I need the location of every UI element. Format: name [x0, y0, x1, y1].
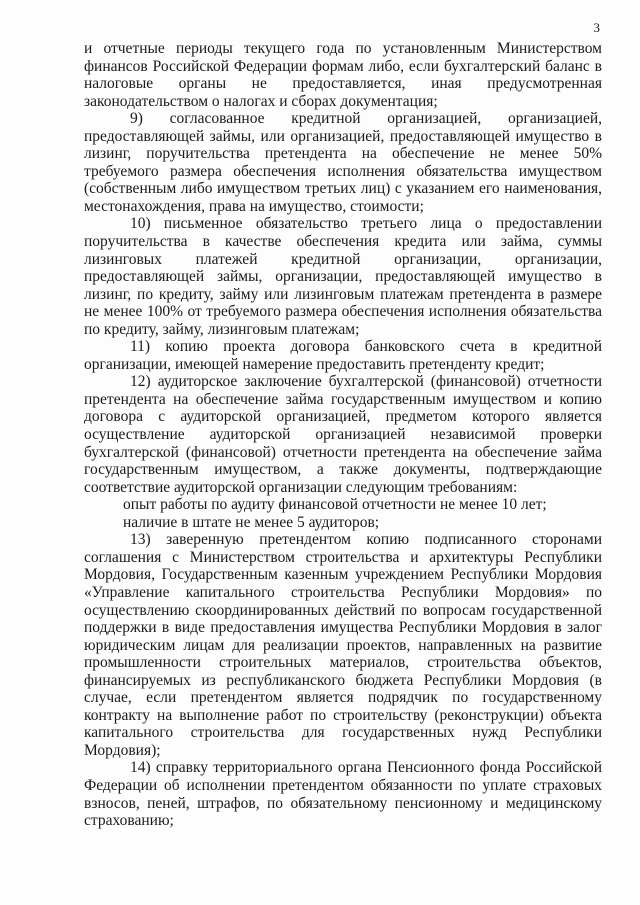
requirement-experience: опыт работы по аудиту финансовой отчетности не менее 10 лет;	[123, 496, 547, 514]
paragraph-item-11: 11) копию проекта договора банковского счета в кредитной организации, имеющей намерение предоставить претенденту кредит;	[84, 338, 602, 373]
paragraph-item-12: 12) аудиторское заключение бухгалтерской (финансовой) отчетности претендента на обеспечение займа государственным имуществом и копию договора с аудиторской организацией, предметом которого является осуществление аудиторской организацией независимой проверки бухгалтерской (финансовой) отчетности претендента на обеспечение займа государственным имуществом, а также документы, подтверждающие соответствие аудиторской организации следующим требованиям:	[84, 373, 602, 496]
page-number: 3	[593, 20, 600, 35]
paragraph-continuation: и отчетные периоды текущего года по установленным Министерством финансов Российской Федерации формам либо, если бухгалтерский баланс в налоговые органы не предоставляется, иная предусмотренная законодательством о налогах и сборах документация;	[84, 40, 602, 110]
paragraph-item-9: 9) согласованное кредитной организацией, организацией, предоставляющей займы, или организацией, предоставляющей имущество в лизинг, поручительства претендента на обеспечение не менее 50% требуемого размера обеспечения исполнения обязательства имуществом (собственным либо имуществом третьих лиц) с указанием его наименования, местонахождения, права на имущество, стоимости;	[84, 110, 602, 215]
paragraph-item-13: 13) заверенную претендентом копию подписанного сторонами соглашения с Министерством строительства и архитектуры Республики Мордовия, Государственным казенным учреждением Республики Мордовия «Управление капитального строительства Республики Мордовия» по осуществлению скоординированных действий по вопросам государственной поддержки в виде предоставления имущества Республики Мордовия в залог юридическим лицам для реализации проектов, направленных на развитие промышленности строительных материалов, строительства объектов, финансируемых из республиканского бюджета Республики Мордовия (в случае, если претендентом является подрядчик по государственному контракту на выполнение работ по строительству (реконструкции) объекта капитального строительства для государственных нужд Республики Мордовия);	[84, 531, 602, 759]
paragraph-item-10: 10) письменное обязательство третьего лица о предоставлении поручительства в качестве обеспечения кредита или займа, суммы лизинговых платежей кредитной организации, организации, предоставляющей займы, организации, предоставляющей имущество в лизинг, по кредиту, займу или лизинговым платежам претендента в размере не менее 100% от требуемого размера обеспечения исполнения обязательства по кредиту, займу, лизинговым платежам;	[84, 215, 602, 338]
paragraph-item-14: 14) справку территориального органа Пенсионного фонда Российской Федерации об исполнении претендентом обязанности по уплате страховых взносов, пеней, штрафов, по обязательному пенсионному и медицинскому страхованию;	[84, 759, 602, 830]
requirement-staff: наличие в штате не менее 5 аудиторов;	[123, 513, 380, 531]
document-body	[84, 40, 602, 830]
